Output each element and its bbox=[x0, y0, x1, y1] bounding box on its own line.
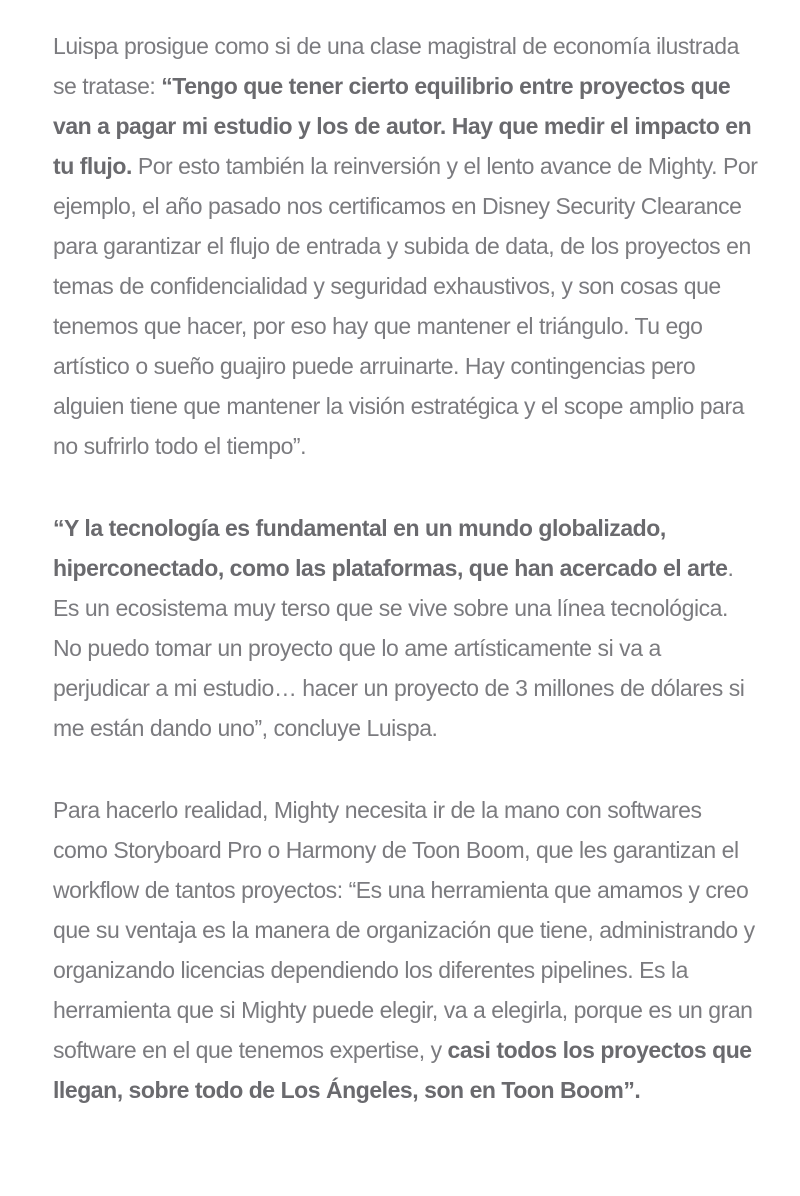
text-run: . Es un ecosistema muy terso que se vive sobre una línea tecnológica. No puedo tomar un proyecto que lo ame artísticamente si va a perjudicar a mi estudio… hacer un proyecto de 3 millones de dólares si me están dando uno”, concluye Luispa. bbox=[53, 555, 745, 741]
text-run-bold: “Tengo que tener cierto equilibrio entre proyectos que van a pagar mi estudio y los de autor. Hay que medir el impacto en tu flujo. bbox=[53, 73, 752, 179]
text-run-bold: “Y la tecnología es fundamental en un mundo globalizado, hiperconectado, como las plataformas, que han acercado el arte bbox=[53, 515, 728, 581]
text-run: Luispa prosigue como si de una clase magistral de economía ilustrada se tratase: bbox=[53, 33, 739, 99]
paragraph-technology-quote bbox=[53, 508, 759, 748]
paragraph-economics-quote bbox=[53, 26, 759, 466]
paragraph-toon-boom bbox=[53, 790, 759, 1110]
text-run: Por esto también la reinversión y el lento avance de Mighty. Por ejemplo, el año pasado nos certificamos en Disney Security Clearance para garantizar el flujo de entrada y subida de data, de los proyectos en temas de confidencialidad y seguridad exhaustivos, y son cosas que tenemos que hacer, por eso hay que mantener el triángulo. Tu ego artístico o sueño guajiro puede arruinarte. Hay contingencias pero alguien tiene que mantener la visión estratégica y el scope amplio para no sufrirlo todo el tiempo”. bbox=[53, 153, 758, 459]
text-run-bold: casi todos los proyectos que llegan, sobre todo de Los Ángeles, son en Toon Boom”. bbox=[53, 1037, 752, 1103]
text-run: Para hacerlo realidad, Mighty necesita ir de la mano con softwares como Storyboard Pro o Harmony de Toon Boom, que les garantizan el workflow de tantos proyectos: “Es una herramienta que amamos y creo que su ventaja es la manera de organización que tiene, administrando y organizando licencias dependiendo los diferentes pipelines. Es la herramienta que si Mighty puede elegir, va a elegirla, porque es un gran software en el que tenemos expertise, y bbox=[53, 797, 755, 1063]
